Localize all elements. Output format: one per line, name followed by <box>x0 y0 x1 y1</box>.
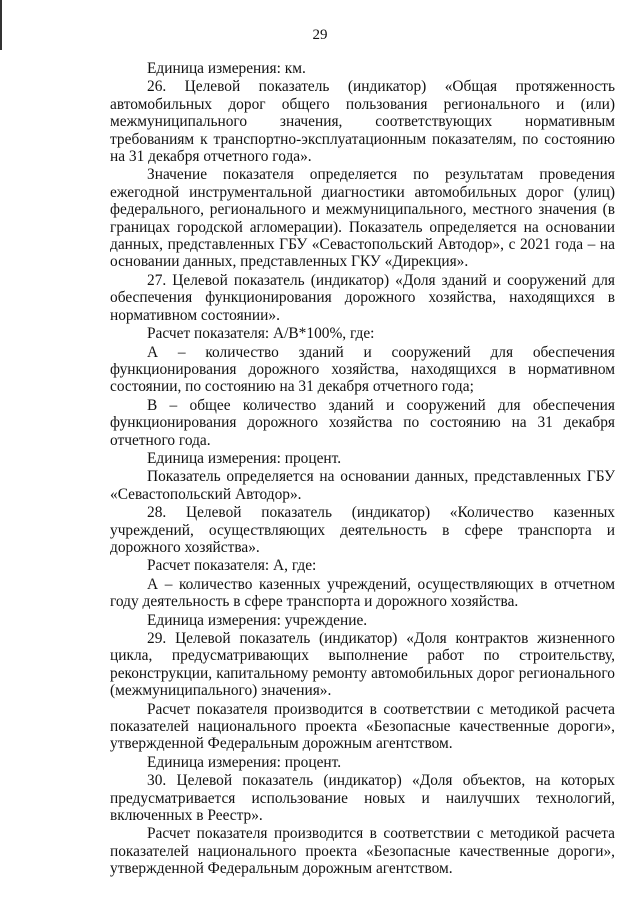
paragraph: В – общее количество зданий и сооружений для обеспечения функционирования дорожного хозяйства по состоянию на 31 декабря отчетного года. <box>110 396 615 449</box>
paragraph: Расчет показателя производится в соответствии с методикой расчета показателей национального проекта «Безопасные качественные дороги», утвержденной Федеральным дорожным агентством. <box>110 700 615 753</box>
paragraph: Единица измерения: процент. <box>147 449 342 467</box>
paragraph: 26. Целевой показатель (индикатор) «Общая протяженность автомобильных дорог общего пользования регионального и (или) межмуниципального значения, соответствующих нормативным требованиям к транспортно-эксплуатационным показателям, по состоянию на 31 декабря отчетного года». <box>110 78 615 166</box>
paragraph: Расчет показателя: А, где: <box>147 557 317 575</box>
paragraph: Расчет показателя производится в соответствии с методикой расчета показателей национального проекта «Безопасные качественные дороги», утвержденной Федеральным дорожным агентством. <box>110 825 615 878</box>
paragraph: 29. Целевой показатель (индикатор) «Доля контрактов жизненного цикла, предусматривающих выполнение работ по строительству, реконструкции, капитальному ремонту автомобильных дорог регионального (межмуниципального) значения». <box>110 630 615 700</box>
paragraph: А – количество зданий и сооружений для обеспечения функционирования дорожного хозяйства, находящихся в нормативном состоянии, по состоянию на 31 декабря отчетного года; <box>110 343 615 396</box>
paragraph: Расчет показателя: А/В*100%, где: <box>147 325 375 343</box>
paragraph: 30. Целевой показатель (индикатор) «Доля объектов, на которых предусматривается использование новых и наилучших технологий, включенных в Реестр». <box>110 772 615 825</box>
paragraph: 28. Целевой показатель (индикатор) «Количество казенных учреждений, осуществляющих деятельность в сфере транспорта и дорожного хозяйства». <box>110 504 615 556</box>
paragraph: Единица измерения: км. <box>147 60 306 77</box>
paragraph: Единица измерения: процент. <box>147 753 342 771</box>
paragraph: Показатель определяется на основании данных, представленных ГБУ «Севастопольский Автодор». <box>110 468 615 503</box>
paragraph: Единица измерения: учреждение. <box>147 611 368 629</box>
paragraph: Значение показателя определяется по результатам проведения ежегодной инструментальной диагностики автомобильных дорог (улиц) федерального, регионального и межмуниципального, местного значения (в границах городской агломерации). Показатель определяется на основании данных, представленных ГБУ «Севастопольский Автодор», с 2021 года – на основании данных, представленных ГКУ «Дирекция». <box>110 166 615 271</box>
paragraph: 27. Целевой показатель (индикатор) «Доля зданий и сооружений для обеспечения функционирования дорожного хозяйства, находящихся в нормативном состоянии». <box>110 271 615 324</box>
paragraph: А – количество казенных учреждений, осуществляющих в отчетном году деятельность в сфере транспорта и дорожного хозяйства. <box>110 575 615 611</box>
document-body <box>110 60 615 878</box>
page-number: 29 <box>312 27 328 43</box>
